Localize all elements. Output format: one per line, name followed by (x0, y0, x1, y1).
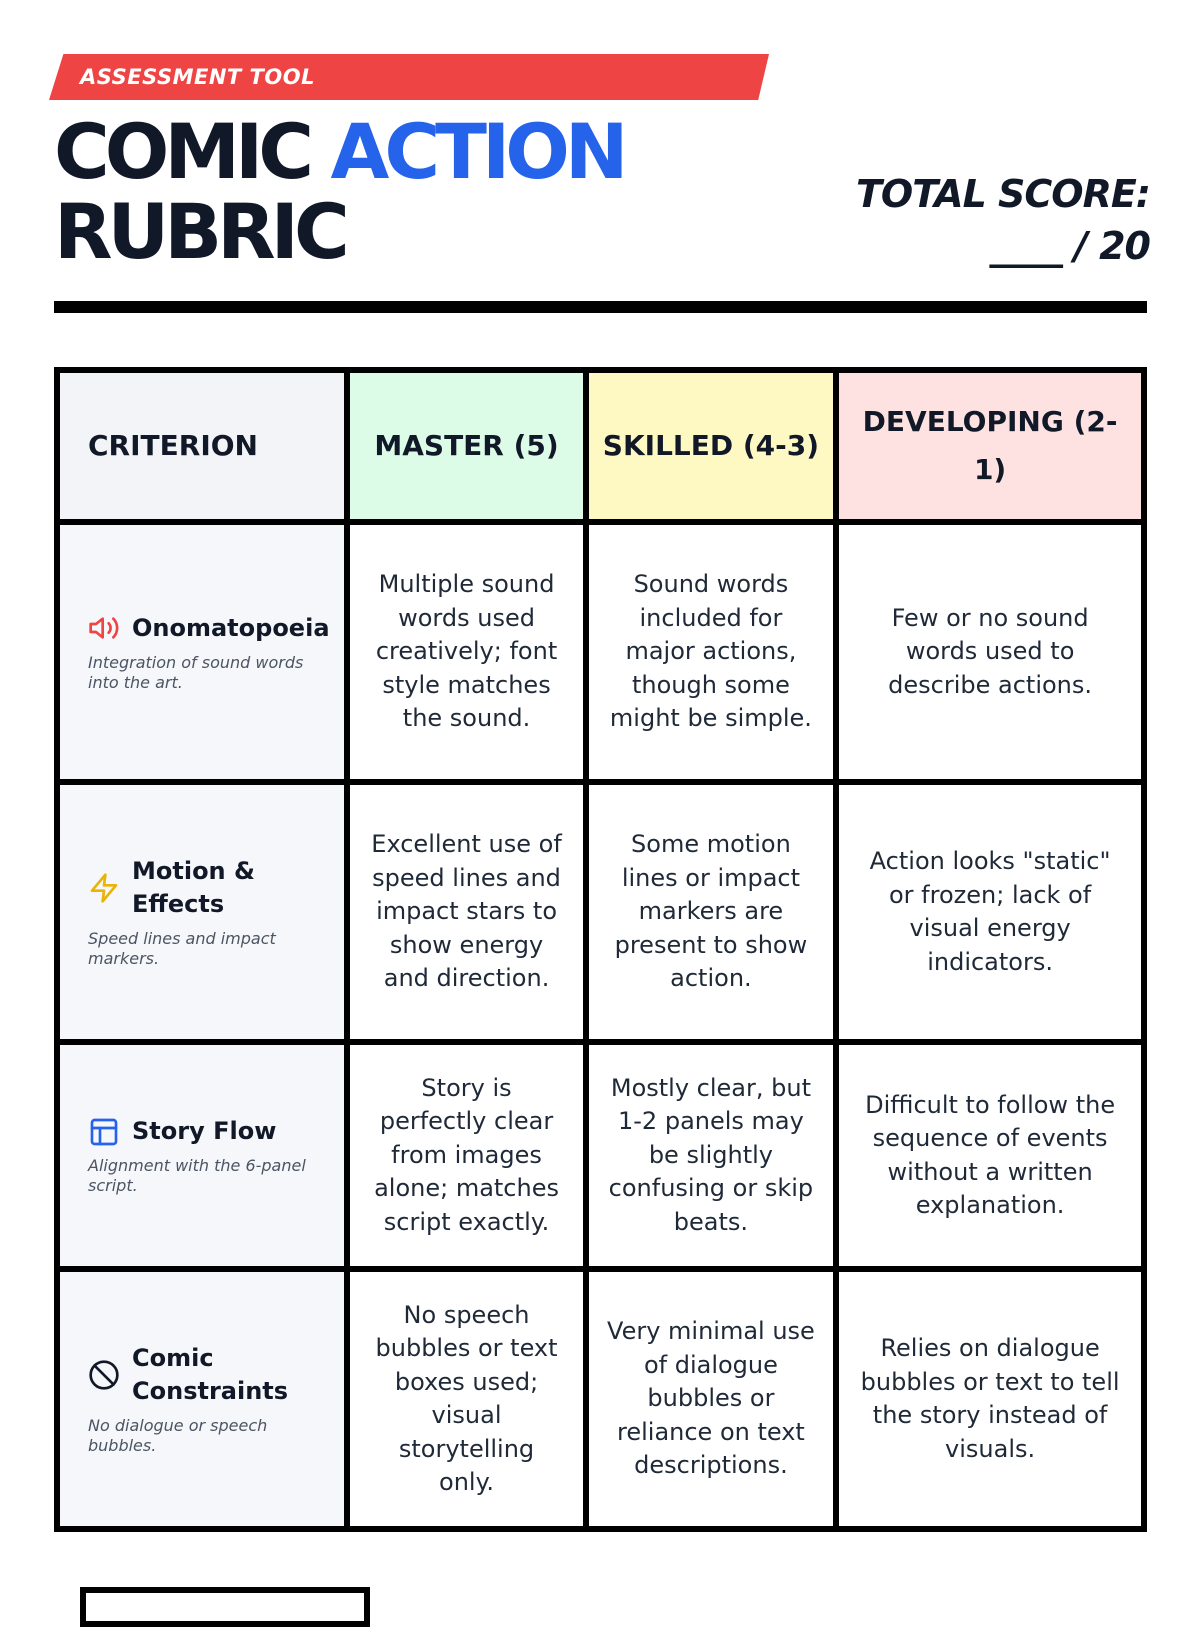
developing-descriptor: Difficult to follow the sequence of events without a written explanation. (836, 1042, 1144, 1269)
criterion-name: Comic Constraints (132, 1344, 289, 1405)
lightning-icon (88, 872, 120, 904)
total-score (856, 168, 1150, 272)
speaker-icon (88, 612, 120, 644)
column-header-master: MASTER (5) (347, 370, 585, 522)
master-descriptor: Story is perfectly clear from images alone; matches script exactly. (347, 1042, 585, 1269)
criterion-description: Integration of sound words into the art. (88, 652, 304, 692)
total-score-label: TOTAL SCORE: (855, 172, 1150, 216)
master-descriptor: Excellent use of speed lines and impact stars to show energy and direction. (347, 782, 585, 1042)
skilled-descriptor: Some motion lines or impact markers are present to show action. (586, 782, 837, 1042)
criterion-name: Onomatopoeia (132, 613, 330, 642)
total-score-value: ____ / 20 (989, 224, 1150, 268)
table-row-onomatopoeia (57, 522, 1144, 782)
master-descriptor: Multiple sound words used creatively; font style matches the sound. (347, 522, 585, 782)
criterion-name: Motion & Effects (132, 857, 255, 918)
rubric-table (54, 367, 1147, 1532)
column-header-skilled: SKILLED (4-3) (586, 370, 837, 522)
criterion-description: No dialogue or speech bubbles. (88, 1416, 268, 1455)
table-row-story-flow (57, 1042, 1144, 1269)
criterion-cell (57, 1269, 347, 1529)
developing-descriptor: Relies on dialogue bubbles or text to tell the story instead of visuals. (836, 1269, 1144, 1529)
title-part1: COMIC (54, 107, 331, 196)
page-title (54, 107, 624, 276)
title-accent: ACTION (330, 107, 624, 196)
master-descriptor: No speech bubbles or text boxes used; visual storytelling only. (347, 1269, 585, 1529)
criterion-cell (57, 1042, 347, 1269)
column-header-developing: DEVELOPING (2-1) (836, 370, 1144, 522)
criterion-name: Story Flow (132, 1117, 277, 1145)
criterion-description: Speed lines and impact markers. (88, 929, 276, 968)
skilled-descriptor: Very minimal use of dialogue bubbles or reliance on text descriptions. (586, 1269, 837, 1529)
rubric-header-row (57, 370, 1144, 522)
table-row-comic-constraints (57, 1269, 1144, 1529)
developing-descriptor: Action looks "static" or frozen; lack of visual energy indicators. (836, 782, 1144, 1042)
table-row-motion-effects (57, 782, 1144, 1042)
ban-icon (88, 1359, 120, 1391)
footer-box (80, 1587, 370, 1627)
criterion-cell (57, 522, 347, 782)
skilled-descriptor: Mostly clear, but 1-2 panels may be slightly confusing or skip beats. (586, 1042, 837, 1269)
assessment-tag-label: ASSESSMENT TOOL (80, 65, 315, 89)
criterion-cell (57, 782, 347, 1042)
criterion-description: Alignment with the 6-panel script. (88, 1156, 306, 1195)
skilled-descriptor: Sound words included for major actions, though some might be simple. (586, 522, 837, 782)
layout-icon (88, 1116, 120, 1148)
title-line2: RUBRIC (54, 187, 345, 276)
column-header-criterion: CRITERION (57, 370, 347, 522)
header-divider (54, 301, 1147, 313)
developing-descriptor: Few or no sound words used to describe actions. (836, 522, 1144, 782)
